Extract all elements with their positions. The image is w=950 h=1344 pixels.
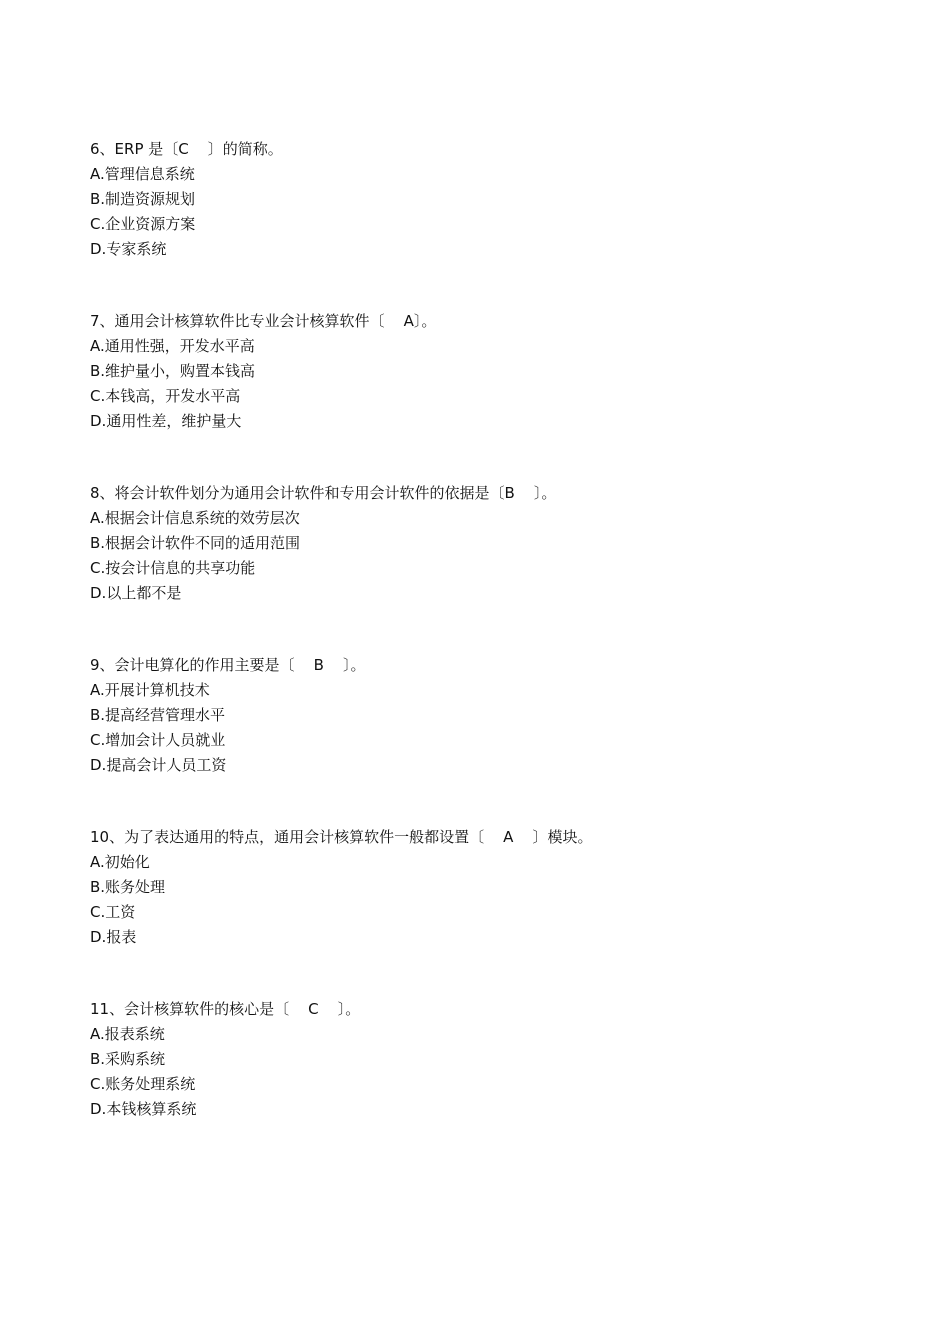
option-b: B.账务处理 [90,878,166,896]
question-8 [90,481,910,653]
question-stem: 10、为了表达通用的特点，通用会计核算软件一般都设置〔 A 〕模块。 [90,828,593,846]
question-stem: 11、会计核算软件的核心是〔 C 〕。 [90,1000,361,1018]
option-a: A.通用性强，开发水平高 [90,337,255,355]
option-a: A.开展计算机技术 [90,681,210,699]
question-9 [90,653,910,825]
question-11 [90,997,910,1169]
option-c: C.企业资源方案 [90,215,196,233]
option-d: D.报表 [90,928,137,946]
question-list [90,137,910,1169]
option-a: A.报表系统 [90,1025,165,1043]
question-6 [90,137,910,309]
option-b: B.制造资源规划 [90,190,196,208]
option-d: D.以上都不是 [90,584,182,602]
option-a: A.管理信息系统 [90,165,195,183]
option-a: A.根据会计信息系统的效劳层次 [90,509,300,527]
question-10 [90,825,910,997]
option-b: B.提高经营管理水平 [90,706,226,724]
question-7 [90,309,910,481]
question-stem: 8、将会计软件划分为通用会计软件和专用会计软件的依据是〔B 〕。 [90,484,557,502]
option-d: D.提高会计人员工资 [90,756,227,774]
option-a: A.初始化 [90,853,150,871]
option-c: C.工资 [90,903,136,921]
option-d: D.专家系统 [90,240,167,258]
option-d: D.本钱核算系统 [90,1100,197,1118]
option-b: B.根据会计软件不同的适用范围 [90,534,301,552]
question-stem: 9、会计电算化的作用主要是〔 B 〕。 [90,656,366,674]
option-b: B.采购系统 [90,1050,166,1068]
option-c: C.按会计信息的共享功能 [90,559,256,577]
option-c: C.本钱高，开发水平高 [90,387,241,405]
question-stem: 6、ERP 是〔C 〕的简称。 [90,140,283,158]
option-b: B.维护量小，购置本钱高 [90,362,256,380]
option-d: D.通用性差，维护量大 [90,412,242,430]
option-c: C.账务处理系统 [90,1075,196,1093]
option-c: C.增加会计人员就业 [90,731,226,749]
question-stem: 7、通用会计核算软件比专业会计核算软件〔 A〕。 [90,312,437,330]
